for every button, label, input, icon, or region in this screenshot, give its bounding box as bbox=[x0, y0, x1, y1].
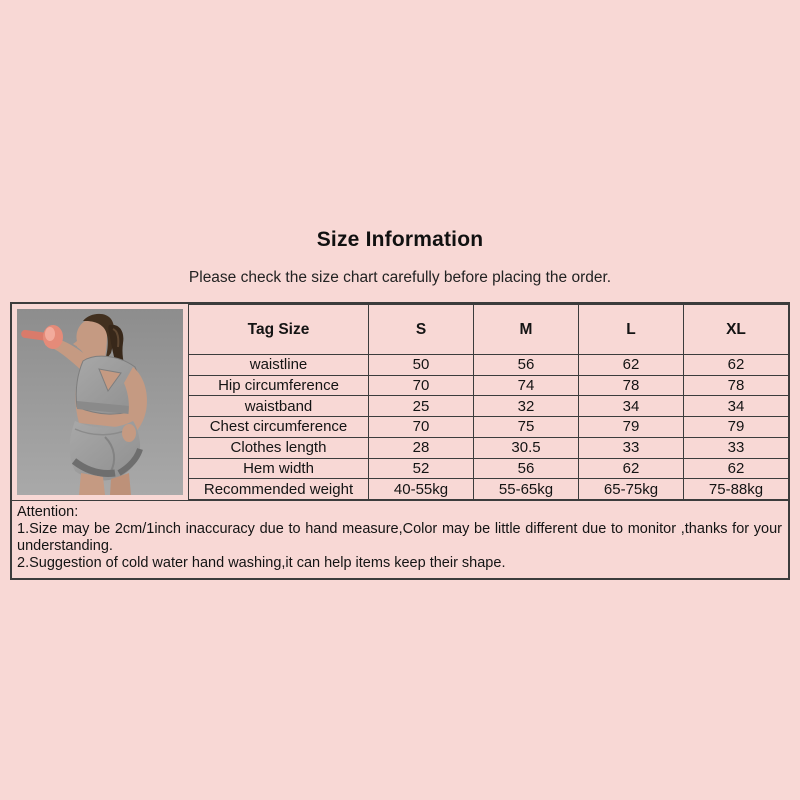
size-value: 34 bbox=[684, 396, 789, 417]
size-value: 75 bbox=[474, 417, 579, 438]
size-value: 62 bbox=[579, 355, 684, 376]
size-value: 34 bbox=[579, 396, 684, 417]
row-label: Hip circumference bbox=[189, 375, 369, 396]
attention-line: 2.Suggestion of cold water hand washing,it can help items keep their shape. bbox=[17, 555, 506, 571]
table-row-recommended-weight bbox=[189, 479, 789, 500]
product-photo bbox=[12, 304, 188, 500]
product-photo-illustration bbox=[17, 309, 183, 495]
size-value: 50 bbox=[369, 355, 474, 376]
size-value: 55-65kg bbox=[474, 479, 579, 500]
table-header-row bbox=[189, 305, 789, 355]
size-value: 75-88kg bbox=[684, 479, 789, 500]
header-size-l: L bbox=[579, 305, 684, 355]
size-value: 74 bbox=[474, 375, 579, 396]
table-row-waistline bbox=[189, 355, 789, 376]
table-row-waistband bbox=[189, 396, 789, 417]
row-label: waistband bbox=[189, 396, 369, 417]
row-label: Recommended weight bbox=[189, 479, 369, 500]
page-subtitle: Please check the size chart carefully before placing the order. bbox=[188, 269, 612, 286]
size-value: 33 bbox=[579, 437, 684, 458]
size-value: 52 bbox=[369, 458, 474, 479]
size-value: 56 bbox=[474, 355, 579, 376]
attention-line: 1.Size may be 2cm/1inch inaccuracy due to hand measure,Color may be little different due to monitor ,thanks for your understanding. bbox=[17, 521, 782, 554]
table-row-chest-circumference bbox=[189, 417, 789, 438]
size-value: 40-55kg bbox=[369, 479, 474, 500]
size-value: 79 bbox=[579, 417, 684, 438]
row-label: Clothes length bbox=[189, 437, 369, 458]
panel-top-row bbox=[12, 304, 788, 500]
header-size-s: S bbox=[369, 305, 474, 355]
attention-section bbox=[12, 500, 788, 578]
size-value: 28 bbox=[369, 437, 474, 458]
size-value: 33 bbox=[684, 437, 789, 458]
size-value: 65-75kg bbox=[579, 479, 684, 500]
size-value: 70 bbox=[369, 375, 474, 396]
size-value: 32 bbox=[474, 396, 579, 417]
size-value: 62 bbox=[684, 355, 789, 376]
header-size-xl: XL bbox=[684, 305, 789, 355]
row-label: Chest circumference bbox=[189, 417, 369, 438]
size-value: 78 bbox=[684, 375, 789, 396]
header-tag-size: Tag Size bbox=[189, 305, 369, 355]
header-size-m: M bbox=[474, 305, 579, 355]
table-row-hip-circumference bbox=[189, 375, 789, 396]
size-value: 62 bbox=[579, 458, 684, 479]
table-row-hem-width bbox=[189, 458, 789, 479]
size-value: 70 bbox=[369, 417, 474, 438]
row-label: Hem width bbox=[189, 458, 369, 479]
size-table bbox=[188, 304, 789, 500]
size-value: 79 bbox=[684, 417, 789, 438]
size-value: 25 bbox=[369, 396, 474, 417]
size-panel bbox=[10, 302, 790, 580]
size-value: 78 bbox=[579, 375, 684, 396]
size-value: 56 bbox=[474, 458, 579, 479]
size-value: 30.5 bbox=[474, 437, 579, 458]
size-value: 62 bbox=[684, 458, 789, 479]
table-row-clothes-length bbox=[189, 437, 789, 458]
row-label: waistline bbox=[189, 355, 369, 376]
page-title: Size Information bbox=[316, 228, 484, 251]
attention-heading: Attention: bbox=[17, 504, 79, 520]
